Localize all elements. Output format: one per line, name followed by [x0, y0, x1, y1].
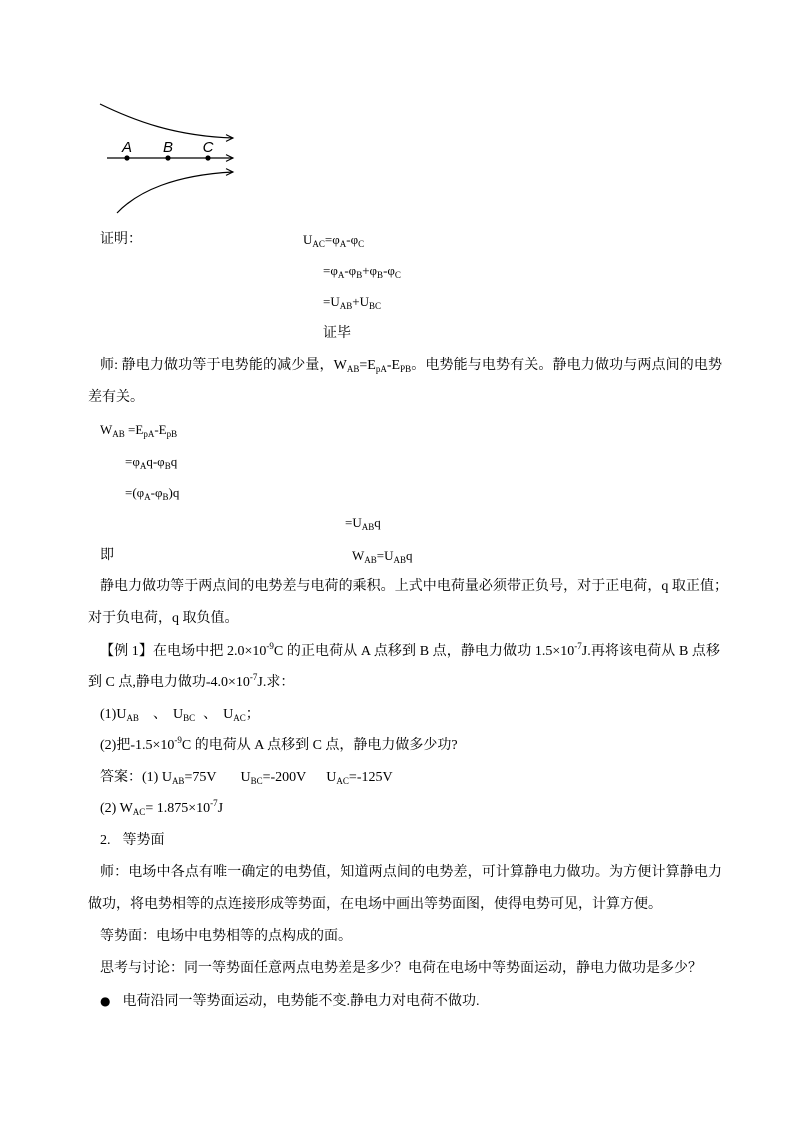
proof-step-2	[323, 261, 401, 281]
text-run: q	[406, 548, 413, 563]
text-run: 。电势能与电势有关。静电力做功与两点间的电势	[411, 358, 723, 373]
text-run: J.再将该电荷从 B 点移	[581, 644, 720, 659]
subscript: C	[394, 270, 401, 280]
text-run: (2)把-1.5×10	[100, 738, 175, 753]
text-run: -φ	[344, 263, 357, 278]
teacher-paragraph-1-line-2: 差有关。	[88, 390, 144, 405]
subscript: PB	[400, 364, 412, 374]
text-run: C 的正电荷从 A 点移到 B 点，静电力做功 1.5×10	[273, 644, 575, 659]
derivation-step-1	[100, 420, 177, 440]
subscript: AB	[393, 555, 407, 565]
text-run: U	[303, 232, 313, 247]
explanation-line-1: 静电力做功等于两点间的电势差与电荷的乘积。上式中电荷量必须带正负号，对于正电荷，q 取正值；	[100, 579, 728, 594]
section-number: 2.	[100, 833, 111, 848]
example-answer-1	[100, 768, 393, 788]
text-run: =φ	[324, 232, 340, 247]
bullet-icon: ●	[100, 994, 111, 1008]
text-run: J.求：	[257, 675, 295, 690]
subscript: BC	[250, 776, 263, 786]
point-b-dot	[165, 155, 170, 160]
proof-label: 证明：	[100, 232, 142, 247]
subscript: B	[356, 270, 363, 280]
section-2-heading	[100, 831, 165, 851]
text-run: C 的电荷从 A 点移到 C 点，静电力做多少功?	[181, 738, 458, 753]
text-run: 【例 1】在电场中把 2.0×10	[100, 644, 267, 659]
text-run: U	[223, 707, 234, 722]
teacher-paragraph-2-line-2: 做功，将电势相等的点连接形成等势面，在电场中画出等势面图，使得电势可见，计算方便。	[88, 897, 662, 912]
text-run: = 1.875×10	[145, 801, 211, 816]
field-line-lower	[117, 172, 233, 213]
text-run: 到 C 点,静电力做功-4.0×10	[88, 675, 250, 690]
text-run: U	[172, 707, 184, 722]
subscript: A	[339, 239, 347, 249]
text-run: =75V	[184, 770, 217, 785]
bullet-text: 电荷沿同一等势面运动，电势能不变.静电力对电荷不做功.	[122, 994, 480, 1009]
subscript: C	[358, 239, 365, 249]
text-run: 师: 静电力做功等于电势能的减少量，W	[100, 358, 347, 373]
text-run: -E	[386, 358, 401, 373]
subscript: B	[164, 461, 171, 471]
text-run: =E	[359, 358, 376, 373]
text-run: +U	[352, 294, 369, 309]
proof-step-1	[303, 230, 364, 250]
subscript: AC	[132, 807, 146, 817]
subscript: BC	[368, 301, 381, 311]
text-run: ；	[245, 707, 260, 722]
explanation-line-2: 对于负电荷，q 取负值。	[88, 611, 239, 626]
subscript: BC	[183, 713, 196, 723]
superscript: -7	[574, 641, 582, 651]
superscript: -7	[249, 672, 258, 682]
derivation-result	[352, 546, 413, 566]
text-run: (2) W	[100, 801, 133, 816]
proof-step-3	[323, 292, 381, 312]
subscript: A	[139, 461, 147, 471]
text-run: (1)U	[100, 707, 127, 722]
subscript: B	[377, 270, 384, 280]
text-run: q	[170, 454, 178, 469]
text-run: 答案：(1) U	[100, 770, 172, 785]
text-run: J	[217, 801, 224, 816]
subscript: AB	[361, 522, 375, 532]
point-b-label: B	[162, 139, 174, 156]
example-1-line-1	[100, 642, 720, 662]
derivation-step-4	[345, 513, 381, 533]
separator: 、	[152, 707, 167, 722]
subscript: A	[144, 492, 151, 502]
proof-end: 证毕	[323, 326, 351, 341]
text-run: =φ	[125, 454, 140, 469]
point-a-label: A	[121, 139, 133, 156]
text-run: -E	[154, 422, 167, 437]
text-run: +φ	[362, 263, 378, 278]
text-run: =(φ	[125, 485, 145, 500]
derivation-step-3	[125, 483, 179, 503]
equipotential-definition: 等势面：电场中电势相等的点构成的面。	[100, 929, 352, 944]
subscript: AB	[126, 713, 139, 723]
subscript: AB	[364, 555, 377, 565]
subscript: B	[162, 492, 169, 502]
subscript: pA	[375, 364, 387, 374]
subscript: AC	[336, 776, 349, 786]
subscript: AB	[346, 364, 360, 374]
example-1-line-2	[88, 673, 294, 693]
subscript: AB	[339, 301, 353, 311]
subscript: AC	[233, 713, 246, 723]
bullet-item	[100, 991, 479, 1011]
superscript: -9	[174, 735, 182, 745]
example-answer-2	[100, 799, 223, 819]
text-run: =U	[323, 294, 340, 309]
text-run: =U	[376, 548, 394, 563]
text-run: W	[100, 422, 113, 437]
text-run: W	[352, 548, 365, 563]
text-run: -φ	[346, 232, 359, 247]
superscript: -7	[210, 798, 218, 808]
point-a-dot	[124, 155, 129, 160]
derivation-ji-label: 即	[100, 548, 114, 563]
text-run: U	[326, 770, 337, 785]
subscript: AB	[171, 776, 185, 786]
example-question-2	[100, 736, 458, 756]
subscript: AC	[312, 239, 325, 249]
text-run: =-200V	[262, 770, 307, 785]
text-run: =-125V	[348, 770, 393, 785]
text-run: =U	[345, 515, 362, 530]
example-question-1	[100, 705, 260, 725]
field-line-upper	[100, 104, 233, 138]
text-run: )q	[168, 485, 180, 500]
electric-field-diagram	[90, 95, 240, 220]
teacher-paragraph-2-line-1: 师：电场中各点有唯一确定的电势值，知道两点间的电势差，可计算静电力做功。为方便计算静电力	[100, 865, 722, 880]
point-c-dot	[205, 155, 210, 160]
discussion-question: 思考与讨论：同一等势面任意两点电势差是多少？电荷在电场中等势面运动，静电力做功是多少？	[100, 961, 702, 976]
text-run: -φ	[150, 485, 163, 500]
subscript: pB	[166, 429, 178, 439]
subscript: pA	[143, 429, 155, 439]
subscript: A	[337, 270, 345, 280]
teacher-paragraph-1-line-1	[100, 356, 722, 376]
separator: 、	[203, 707, 218, 722]
text-run: q-φ	[146, 454, 165, 469]
superscript: -9	[266, 641, 274, 651]
text-run: =φ	[323, 263, 338, 278]
text-run: U	[240, 770, 251, 785]
derivation-step-2	[125, 452, 177, 472]
subscript: AB	[112, 429, 125, 439]
text-run: q	[374, 515, 381, 530]
text-run: -φ	[383, 263, 395, 278]
text-run: =E	[124, 422, 144, 437]
point-c-label: C	[202, 139, 214, 156]
section-title: 等势面	[122, 833, 165, 848]
